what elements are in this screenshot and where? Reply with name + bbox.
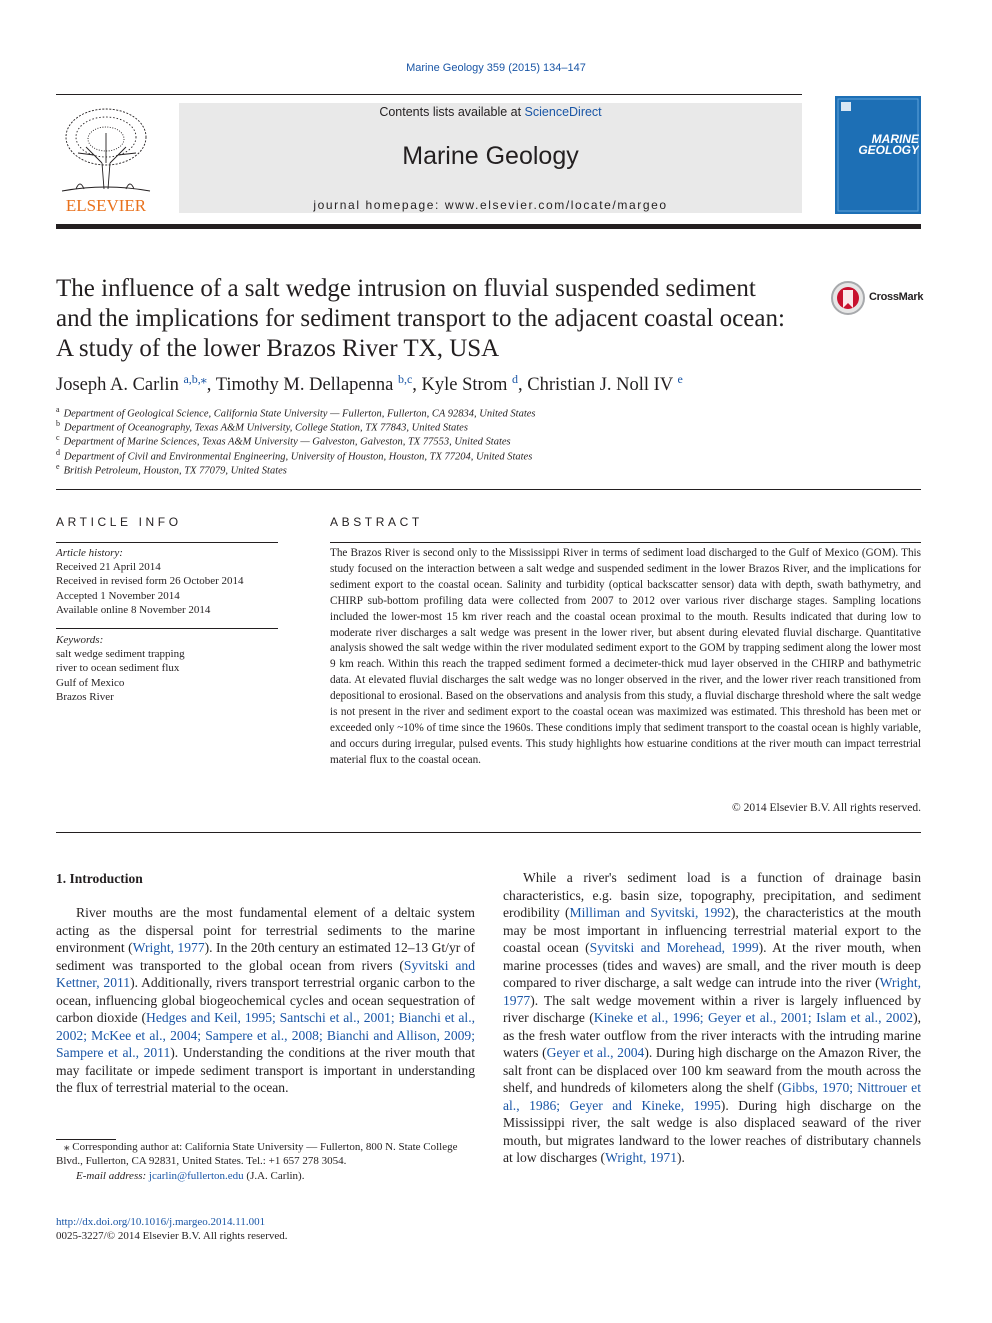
keywords [56,633,278,704]
history-received: Received 21 April 2014 [56,561,161,574]
section-divider [56,489,921,490]
author-affiliation-marker[interactable]: a,b,⁎ [183,372,207,386]
doi-block [56,1215,288,1244]
sciencedirect-link[interactable]: ScienceDirect [524,105,602,119]
header-rule [56,94,802,95]
article-info-heading: ARTICLE INFO [56,515,182,529]
corresponding-text: Corresponding author at: California State University — Fullerton, 800 N. State College Blvd., Fullerton, CA 92831, United States. Tel.: +1 657 278 3054. [56,1141,458,1168]
affiliation-a: $^a$ Department of Geological Science, California State University — Fullerton, Fullerton, CA 92834, United States [56,405,536,420]
paragraph-text: ). During high discharge on the Amazon River, the salt front can be displaced over 100 km seaward from the mouth across the shelf, and hundreds of kilometers along the shelf ( [503,1045,922,1095]
author-separator: , [518,375,528,396]
paragraph-text: ). In the 20th century an estimated 12–13 Gt/yr of sediment was transported to the global ocean from rivers ( [56,940,476,973]
abstract-copyright: © 2014 Elsevier B.V. All rights reserved. [732,802,921,814]
paragraph-text: ). Understanding the conditions at the river mouth that may facilitate or impede sediment transport is important in understanding the flux of terrestrial material to the ocean. [56,1045,475,1095]
author-affiliation-marker[interactable]: d [512,372,518,386]
cover-title: MARINE GEOLOGY [858,134,919,157]
email-suffix: (J.A. Carlin). [243,1169,305,1182]
keyword-item: river to ocean sediment flux [56,662,180,675]
publisher-name: ELSEVIER [65,196,147,215]
abstract-end-rule [56,832,921,833]
elsevier-logo [56,103,156,215]
author-email-link[interactable]: jcarlin@fullerton.edu [148,1169,244,1182]
history-label: Article history: [56,547,123,559]
author-affiliation-marker[interactable]: e [677,372,683,386]
footnote-star: ⁎ [64,1141,70,1153]
affiliation-b: $^b$ Department of Oceanography, Texas A&M University, College Station, TX 77843, United States [56,419,468,434]
crossmark-label: CrossMark [869,291,924,303]
history-accepted: Accepted 1 November 2014 [56,589,180,602]
affiliation-c: $^c$ Department of Marine Sciences, Texas A&M University — Galveston, Galveston, TX 77553, United States [56,433,511,448]
citation-link[interactable]: Syvitski and Kettner, 2011 [56,957,475,990]
intro-paragraph-1 [56,904,475,1097]
author-affiliation-marker[interactable]: b,c [397,372,413,386]
author-name[interactable]: Kyle Strom [421,375,512,396]
intro-paragraph-2 [503,869,921,1167]
affiliation-d: $^d$ Department of Civil and Environmental Engineering, University of Houston, Houston, TX 77204, United States [56,448,533,463]
abstract-heading: ABSTRACT [330,515,423,529]
paragraph-text: ). The salt wedge movement within a river is largely influenced by river discharge ( [503,992,921,1025]
author-name[interactable]: Joseph A. Carlin [56,375,184,396]
paragraph-text: ). During high discharge on the Mississippi river, the salt wedge is also displaced seaward of the river mouth, but migrates landward to the lower reaches of distributary channels at low discharges ( [503,1097,921,1165]
citation-link[interactable]: Wright, 1977 [132,940,205,955]
paragraph-text: ), as the fresh water outflow from the river interacts with the intruding marine waters ( [503,1010,921,1060]
crossmark-icon [831,280,867,316]
contents-line [179,105,802,119]
citation-link[interactable]: Wright, 1977 [503,975,921,1008]
section-heading-introduction: 1. Introduction [56,871,143,886]
citation-link[interactable]: Milliman and Syvitski, 1992 [569,905,731,920]
paragraph-text: ). At the river mouth, when marine processes (tides and waves) are small, and the river mouth is deep compared to river discharge, a salt wedge can intrude into the river ( [503,940,921,990]
cover-publisher-mark [841,102,851,111]
author-name[interactable]: Timothy M. Dellapenna [215,375,398,396]
doi-link[interactable]: http://dx.doi.org/10.1016/j.margeo.2014.11.001 [56,1216,266,1228]
citation-link[interactable]: Syvitski and Morehead, 1999 [589,940,759,955]
paragraph-text: ). [677,1150,685,1165]
history-online: Available online 8 November 2014 [56,603,211,616]
citation-link[interactable]: Hedges and Keil, 1995; Santschi et al., 2001; Bianchi et al., 2002; McKee et al., 2004; Sampere et al., 2008; Bianchi and Allison, 2009; Sampere et al., 2011 [56,1010,475,1060]
journal-citation[interactable]: Marine Geology 359 (2015) 134–147 [406,62,586,74]
paragraph-text: River mouths are the most fundamental element of a deltaic system acting as the dispersal point for terrestrial sediments to the marine environment ( [56,905,475,955]
keywords-label: Keywords: [56,634,104,646]
tree-icon [62,109,150,191]
article-title: The influence of a salt wedge intrusion on fluvial suspended sediment and the implications for sediment transport to the adjacent coastal ocean: A study of the lower Brazos River TX, USA [56,275,785,362]
citation-link[interactable]: Geyer et al., 2004 [546,1045,645,1060]
author-separator: , [412,375,422,396]
crossmark-badge[interactable] [831,280,923,316]
journal-title: Marine Geology [402,142,579,170]
contents-prefix: Contents lists available at [379,105,525,119]
keyword-item: Gulf of Mexico [56,676,125,689]
paragraph-text: ). Additionally, rivers transport terrestrial organic carbon to the ocean, influencing global biogeochemical cycles and ocean sequestration of carbon dioxide ( [56,975,475,1025]
info-rule [56,542,278,543]
corresponding-author-footnote [56,1140,476,1183]
author-separator: , [206,375,216,396]
paragraph-text: ), the characteristics at the mouth may be most important in influencing terrestrial material export to the coastal ocean ( [503,905,921,955]
affiliation-e: $^e$ British Petroleum, Houston, TX 77079, United States [56,462,287,477]
header-thick-rule [56,224,921,229]
citation-link[interactable]: Kineke et al., 1996; Geyer et al., 2001; Islam et al., 2002 [593,1010,914,1025]
author-list [56,372,916,396]
issn-copyright: 0025-3227/© 2014 Elsevier B.V. All rights reserved. [56,1230,288,1243]
keywords-rule [56,628,278,629]
journal-cover [835,96,921,214]
paragraph-text: While a river's sediment load is a function of drainage basin characteristics, e.g. basin size, topography, precipitation, and sediment erodibility ( [503,870,921,920]
journal-homepage[interactable]: journal homepage: www.elsevier.com/locate/margeo [313,198,668,212]
citation-link[interactable]: Gibbs, 1970; Nittrouer et al., 1986; Geyer and Kineke, 1995 [503,1080,921,1113]
history-revised: Received in revised form 26 October 2014 [56,575,244,588]
article-history [56,546,278,617]
keyword-item: salt wedge sediment trapping [56,648,185,661]
citation-link[interactable]: Wright, 1971 [605,1150,678,1165]
author-name[interactable]: Christian J. Noll IV [527,375,678,396]
email-label: E-mail address: [76,1169,149,1182]
abstract-rule [330,542,921,543]
abstract-text: The Brazos River is second only to the Mississippi River in terms of sediment load discharged to the Gulf of Mexico (GOM). This study focused on the interaction between a salt wedge and suspended sediment in the lower Brazos River, and the implications for sediment export to the coastal ocean. Salinity and turbidity (optical backscatter sensor) data with depth, swath bathymetry, and CHIRP sub-bottom profiling data were collected from 2007 to 2012 over various river discharge stages. Sampling locations included the lower-most 15 km river reach and the coastal ocean proximal to the mouth. Results indicated that during low to moderate river discharges a salt wedge was present in the lower river, but absent during elevated fluvial discharge. Quantitative analysis showed the salt wedge within the river modulated sediment export to the GOM by trapping sediment along the lower most 9 km reach. Within this reach the trapped sediment formed a decimeter-thick mud layer observed in the CHIRP and bathymetric data. At elevated fluvial discharges the salt wedge was no longer observed in the river, and the lower river reach transitioned from depositional to erosional. Based on the observations and analysis from this study, a fluvial discharge threshold where the salt wedge is not present in the river and sediment export to the coastal ocean was maximized was estimated. This threshold has been met or exceeded only ~10% of time since the 1960s. These conditions imply that sediment transport to the coastal ocean is highly variable, and occurs during irregular, pulsed events. This study highlights how estuarine conditions at the river mouth can impact terrestrial material flux to the coastal ocean. [330,547,921,766]
keyword-item: Brazos River [56,690,114,703]
